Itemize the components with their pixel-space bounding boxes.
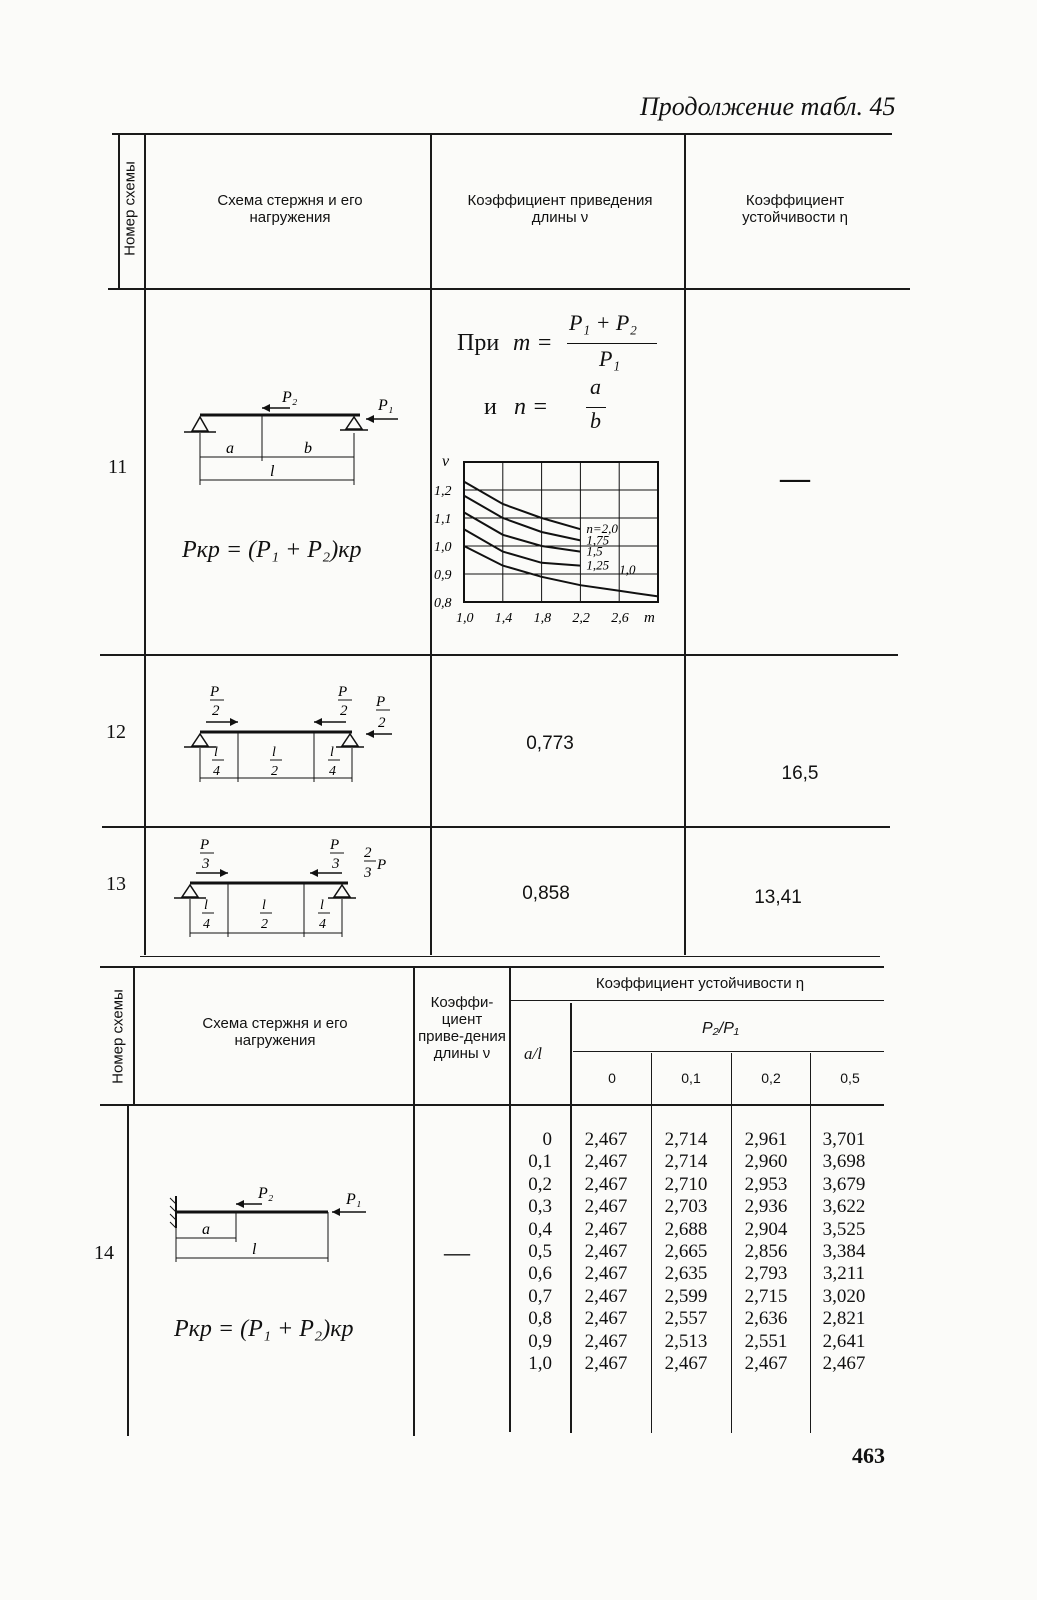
svg-text:l: l: [252, 1241, 257, 1258]
svg-text:l: l: [330, 745, 334, 760]
ratio-01-cell: 2,599: [664, 1285, 708, 1307]
row12-bottom-rule: [102, 826, 890, 828]
svg-text:a: a: [226, 440, 234, 457]
bottom-table-vline-3: [509, 966, 511, 1432]
svg-text:2: 2: [364, 845, 372, 861]
chart-y-tick: 1,2: [434, 484, 452, 499]
ratio-02-cell: 2,961: [744, 1129, 788, 1150]
svg-text:3: 3: [364, 865, 372, 881]
svg-text:l: l: [272, 745, 276, 760]
ratio-0-cell: 2,467: [584, 1330, 628, 1352]
row-11-number: 11: [108, 456, 128, 478]
row-11-stability: —: [780, 462, 810, 495]
column-a-l: [512, 1129, 552, 1375]
ratio-05-cell: 3,211: [822, 1263, 866, 1285]
chart-x-tick: 2,6: [611, 611, 629, 626]
bottom-table-header-rule: [100, 1104, 884, 1106]
ratio-01-cell: 2,557: [664, 1308, 708, 1330]
ratio-02-cell: 2,936: [744, 1196, 788, 1218]
chart-series-label: n=2,0: [586, 521, 618, 537]
ratio-05-cell: 3,701: [822, 1129, 866, 1150]
svg-text:2: 2: [271, 764, 278, 779]
svg-text:2: 2: [340, 703, 348, 719]
column-ratio-0: [574, 1129, 638, 1375]
ratio-0-cell: 2,467: [584, 1241, 628, 1263]
formula-m-label: m =: [513, 330, 553, 356]
ratio-05-cell: 3,698: [822, 1151, 866, 1173]
row-11-m-formula: [457, 310, 667, 370]
ratio-02-cell: 2,467: [744, 1353, 788, 1375]
a-l-cell: 0,6: [528, 1263, 552, 1285]
chart-y-label: ν: [442, 453, 450, 470]
column-ratio-02: [734, 1129, 798, 1375]
bottom-table-vline-1: [133, 966, 135, 1106]
ratio-0-cell: 2,467: [584, 1285, 628, 1307]
column-ratio-05: [812, 1129, 876, 1375]
a-l-cell: 0,2: [528, 1173, 552, 1195]
row-14-length-coef: —: [444, 1238, 470, 1267]
row13-bottom-rule: [140, 956, 880, 957]
formula-and: и: [484, 394, 497, 420]
formula-n-label: n =: [514, 394, 549, 420]
formula-m-denominator: P₁: [599, 346, 621, 371]
nu-vs-m-chart: [430, 450, 680, 640]
ratio-01-cell: 2,703: [664, 1196, 708, 1218]
chart-series-label: 1,75: [586, 532, 610, 548]
chart-x-label: m: [644, 610, 655, 626]
svg-text:P: P: [377, 857, 387, 873]
row-13-stability: 13,41: [754, 887, 802, 908]
column-ratio-01: [654, 1129, 718, 1375]
chart-y-tick: 1,0: [434, 540, 452, 555]
svg-text:P: P: [200, 837, 210, 853]
ratio-col-05: 0,5: [840, 1070, 860, 1086]
row-12-length-coef: 0,773: [526, 733, 574, 754]
ratio-02-cell: 2,904: [744, 1218, 788, 1240]
svg-text:P: P: [330, 837, 340, 853]
ratio-0-cell: 2,467: [584, 1173, 628, 1195]
top-table-header-rule: [108, 288, 910, 290]
bottom-header-stability-coef: Коэффициент устойчивости η: [595, 975, 805, 992]
ratio-02-cell: 2,715: [744, 1285, 788, 1307]
chart-y-tick: 0,9: [434, 568, 452, 583]
scheme-12-diagram: [170, 680, 410, 790]
ratio-0-cell: 2,467: [584, 1308, 628, 1330]
bottom-table-ratio-rule: [573, 1051, 884, 1052]
bottom-table-vline-1b: [127, 1106, 129, 1436]
ratio-01-cell: 2,513: [664, 1330, 708, 1352]
chart-y-tick: 1,1: [434, 512, 452, 527]
a-l-cell: 0,1: [528, 1151, 552, 1173]
a-l-cell: 1,0: [528, 1353, 552, 1375]
top-table-vline-3: [684, 133, 686, 955]
svg-text:l: l: [270, 463, 275, 480]
ratio-01-cell: 2,665: [664, 1241, 708, 1263]
ratio-col-02: 0,2: [761, 1070, 781, 1086]
a-l-cell: 0,8: [528, 1308, 552, 1330]
chart-series-label: 1,25: [586, 557, 610, 573]
scheme-11-diagram: [170, 385, 410, 495]
row-12-stability: 16,5: [781, 763, 819, 784]
a-l-cell: 0,3: [528, 1196, 552, 1218]
ratio-0-cell: 2,467: [584, 1218, 628, 1240]
ratio-01-cell: 2,714: [664, 1151, 708, 1173]
svg-text:3: 3: [202, 856, 210, 872]
chart-series-line: [464, 529, 580, 565]
top-table-top-rule: [112, 133, 892, 135]
chart-x-tick: 1,0: [456, 611, 474, 626]
row11-bottom-rule: [100, 654, 898, 656]
row-14-number: 14: [94, 1242, 114, 1264]
bottom-header-scheme-number: Номер схемы: [109, 989, 127, 1084]
a-l-cell: 0: [542, 1129, 552, 1150]
ratio-05-cell: 3,525: [822, 1218, 866, 1240]
ratio-02-cell: 2,636: [744, 1308, 788, 1330]
bottom-table-vline-2: [413, 966, 415, 1436]
ratio-02-cell: 2,856: [744, 1241, 788, 1263]
bottom-header-scheme: Схема стержня и его нагружения: [202, 1015, 348, 1049]
svg-text:P: P: [338, 684, 348, 700]
chart-y-tick: 0,8: [434, 596, 452, 611]
a-l-cell: 0,9: [528, 1330, 552, 1352]
ratio-02-cell: 2,953: [744, 1173, 788, 1195]
page-number: 463: [852, 1443, 885, 1468]
ratio-05-cell: 3,020: [822, 1285, 866, 1307]
header-length-coef: Коэффициент приведения длины ν: [467, 192, 653, 226]
header-stability-coef: Коэффициент устойчивости η: [742, 192, 848, 226]
row-13-length-coef: 0,858: [522, 883, 570, 904]
row-12-number: 12: [106, 721, 126, 743]
row-14-pkr-formula: Pкр = (P₁ + P₂)кр: [174, 1316, 354, 1342]
a-l-cell: 0,4: [528, 1218, 552, 1240]
chart-x-tick: 1,8: [533, 611, 552, 626]
svg-text:P₁: P₁: [378, 397, 394, 414]
a-l-cell: 0,7: [528, 1285, 552, 1307]
ratio-02-cell: 2,551: [744, 1330, 788, 1352]
bottom-table-vline-6: [731, 1053, 732, 1433]
ratio-05-cell: 3,622: [822, 1196, 866, 1218]
row-11-n-formula: [484, 376, 624, 436]
ratio-0-cell: 2,467: [584, 1151, 628, 1173]
svg-text:2: 2: [212, 703, 220, 719]
ratio-0-cell: 2,467: [584, 1353, 628, 1375]
bottom-header-a-l: a/l: [524, 1044, 542, 1063]
scheme-13-diagram: [170, 835, 410, 945]
chart-x-tick: 2,2: [572, 611, 590, 626]
ratio-01-cell: 2,635: [664, 1263, 708, 1285]
top-table-vline-left: [118, 133, 120, 288]
svg-text:3: 3: [332, 856, 340, 872]
bottom-table-vline-5: [651, 1053, 652, 1433]
svg-text:l: l: [262, 898, 266, 913]
ratio-0-cell: 2,467: [584, 1129, 628, 1150]
svg-text:P₂: P₂: [282, 389, 298, 406]
ratio-05-cell: 2,641: [822, 1330, 866, 1352]
ratio-01-cell: 2,714: [664, 1129, 708, 1150]
chart-series-label: 1,5: [586, 543, 603, 559]
svg-text:4: 4: [213, 764, 220, 779]
svg-text:P: P: [210, 684, 220, 700]
ratio-02-cell: 2,960: [744, 1151, 788, 1173]
svg-text:P₁: P₁: [346, 1191, 362, 1208]
ratio-col-0: 0: [608, 1070, 616, 1086]
formula-pri: При: [457, 330, 500, 356]
formula-m-numerator: P₁ + P₂: [569, 310, 638, 335]
bottom-table-vline-7: [810, 1053, 811, 1433]
header-scheme: Схема стержня и его нагружения: [217, 192, 363, 226]
ratio-col-01: 0,1: [681, 1070, 701, 1086]
formula-m-fraction-bar: [567, 343, 657, 344]
svg-text:2: 2: [261, 917, 268, 932]
ratio-05-cell: 3,679: [822, 1173, 866, 1195]
svg-text:4: 4: [319, 917, 326, 932]
row-13-number: 13: [106, 873, 126, 895]
table-caption: Продолжение табл. 45: [640, 92, 896, 121]
formula-n-numerator: a: [590, 374, 601, 399]
ratio-0-cell: 2,467: [584, 1196, 628, 1218]
ratio-05-cell: 2,467: [822, 1353, 866, 1375]
top-table-vline-1: [144, 133, 146, 955]
ratio-01-cell: 2,467: [664, 1353, 708, 1375]
bottom-table-top-rule: [100, 966, 884, 968]
svg-text:2: 2: [378, 715, 386, 731]
bottom-header-ratio: P₂/P₁: [702, 1020, 739, 1037]
svg-text:4: 4: [203, 917, 210, 932]
chart-series-label: 1,0: [619, 562, 636, 577]
chart-x-tick: 1,4: [494, 611, 513, 626]
formula-n-denominator: b: [590, 408, 601, 433]
svg-text:l: l: [214, 745, 218, 760]
a-l-cell: 0,5: [528, 1241, 552, 1263]
ratio-05-cell: 2,821: [822, 1308, 866, 1330]
ratio-01-cell: 2,688: [664, 1218, 708, 1240]
ratio-02-cell: 2,793: [744, 1263, 788, 1285]
svg-text:P₂: P₂: [258, 1185, 274, 1202]
bottom-header-length-coef: Коэффи-циент приве-дения длины ν: [418, 994, 506, 1062]
svg-text:l: l: [320, 898, 324, 913]
svg-text:a: a: [202, 1221, 210, 1238]
svg-text:l: l: [204, 898, 208, 913]
bottom-table-stability-rule: [511, 1000, 884, 1001]
header-scheme-number: Номер схемы: [121, 161, 139, 256]
bottom-table-vline-4: [570, 1003, 572, 1433]
row-11-pkr-formula: Pкр = (P₁ + P₂)кр: [182, 537, 362, 563]
svg-text:4: 4: [329, 764, 336, 779]
ratio-0-cell: 2,467: [584, 1263, 628, 1285]
scheme-14-diagram: [170, 1180, 380, 1270]
svg-text:P: P: [376, 694, 386, 710]
svg-text:b: b: [304, 440, 312, 457]
ratio-05-cell: 3,384: [822, 1241, 866, 1263]
ratio-01-cell: 2,710: [664, 1173, 708, 1195]
